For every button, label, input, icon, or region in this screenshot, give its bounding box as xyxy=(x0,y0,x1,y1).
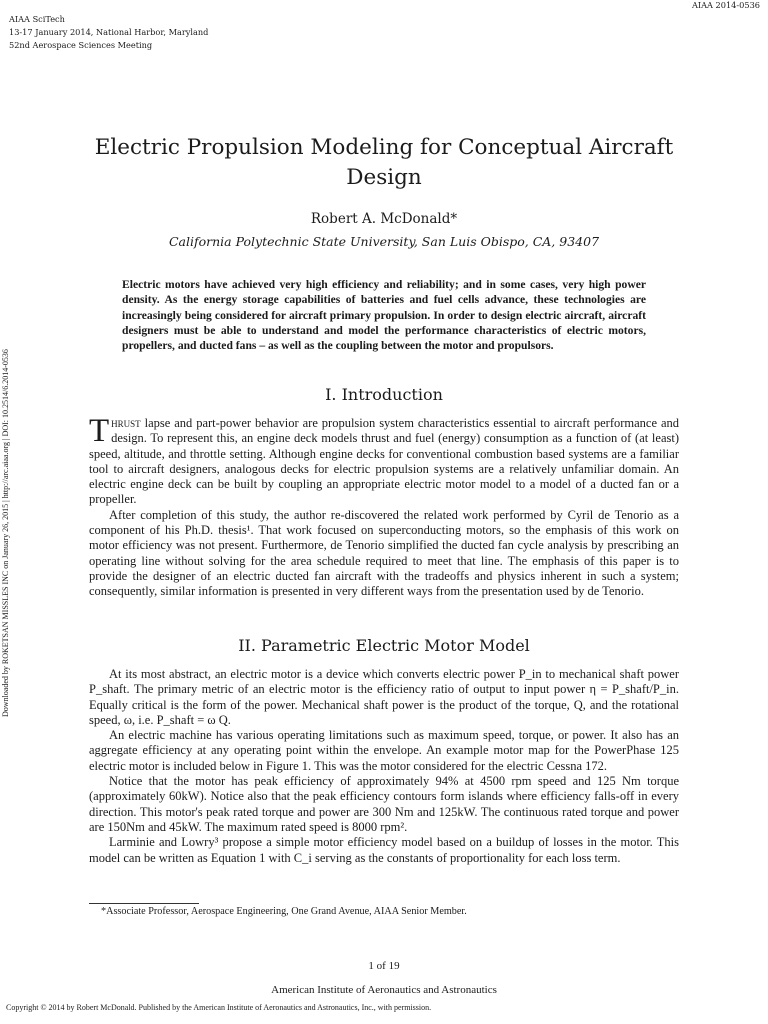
footnote: *Associate Professor, Aerospace Engineering, One Grand Avenue, AIAA Senior Member. xyxy=(101,906,467,917)
motor-paragraph-1: At its most abstract, an electric motor is a device which converts electric power P_in to mechanical shaft power P_shaft. The primary metric of an electric motor is the efficiency ratio of output to input power η = P_shaft/P_in. Equally critical is the form of the power. Mechanical shaft power is the product of the torque, Q, and the rotational speed, ω, i.e. P_shaft = ω Q. xyxy=(89,667,679,727)
intro-paragraph-1 xyxy=(89,413,679,508)
motor-paragraph-3: Notice that the motor has peak efficiency of approximately 94% at 4500 rpm speed and 125 Nm torque (approximately 60kW). Notice also that the peak efficiency contours form islands where efficiency falls-off in every direction. This motor's peak rated torque and power are 300 Nm and 125kW. The continuous rated torque and power are 150Nm and 45kW. The maximum rated speed is 8000 rpm². xyxy=(89,774,679,834)
paper-id: AIAA 2014-0536 xyxy=(691,0,760,10)
conference-dates: 13-17 January 2014, National Harbor, Maryland xyxy=(9,27,209,37)
introduction-body xyxy=(89,413,679,600)
drop-cap: T xyxy=(89,413,110,449)
conference-meeting: 52nd Aerospace Sciences Meeting xyxy=(9,40,153,50)
motor-model-body xyxy=(89,667,679,866)
paper-title: Electric Propulsion Modeling for Conceptual Aircraft Design xyxy=(94,135,674,190)
conference-name: AIAA SciTech xyxy=(9,14,65,24)
intro-smallcaps-word: hrust xyxy=(111,416,141,430)
motor-paragraph-4: Larminie and Lowry³ propose a simple motor efficiency model based on a buildup of losses in the motor. This model can be written as Equation 1 with C_i serving as the constants of proportionality for each loss term. xyxy=(89,835,679,865)
publisher-line: American Institute of Aeronautics and Astronautics xyxy=(271,984,497,996)
intro-paragraph-1-text: lapse and part-power behavior are propulsion system characteristics essential to aircraft performance and design. To represent this, an engine deck models thrust and fuel (energy) consumption as a function of (at least) speed, altitude, and throttle setting. Although engine decks for conventional combustion based systems are a familiar tool to aircraft designers, analogous decks for electric propulsion systems are a relatively unfamiliar domain. An electric engine deck can be built by coupling an appropriate electric motor model to a model of a ducted fan or a propeller. xyxy=(89,416,679,507)
section-heading-introduction: I. Introduction xyxy=(325,385,443,404)
author-affiliation: California Polytechnic State University, San Luis Obispo, CA, 93407 xyxy=(168,234,600,249)
section-heading-motor-model: II. Parametric Electric Motor Model xyxy=(238,636,530,655)
motor-paragraph-2: An electric machine has various operating limitations such as maximum speed, torque, or power. It also has an aggregate efficiency at any operating point within the envelope. An example motor map for the PowerPhase 125 electric motor is included below in Figure 1. This was the motor considered for the electric Cessna 172. xyxy=(89,728,679,773)
download-stamp: Downloaded by ROKETSAN MISSLES INC on January 26, 2015 | http://arc.aiaa.org | DOI: 10.2514/6.2014-0536 xyxy=(1,349,10,717)
intro-paragraph-2: After completion of this study, the author re-discovered the related work performed by Cyril de Tenorio as a component of his Ph.D. thesis¹. That work focused on superconducting motors, so the emphasis of this work on motor efficiency was not present. Furthermore, de Tenorio simplified the ducted fan cycle analysis by prescribing an operating line without solving for the area schedule required to meet that line. The emphasis of this paper is to provide the designer of an electric ducted fan aircraft with the tradeoffs and physics inherent in such a system; consequently, similar information is presented in very different ways from the presentation used by de Tenorio. xyxy=(89,507,679,599)
page-number: 1 of 19 xyxy=(368,960,400,972)
copyright-line: Copyright © 2014 by Robert McDonald. Published by the American Institute of Aeronautics and Astronautics, Inc., with permission. xyxy=(6,1003,432,1012)
abstract: Electric motors have achieved very high efficiency and reliability; and in some cases, very high power density. As the energy storage capabilities of batteries and fuel cells advance, these technologies are increasingly being considered for aircraft primary propulsion. In order to design electric aircraft, aircraft designers must be able to understand and model the performance characteristics of electric motors, propellers, and ducted fans – as well as the coupling between the motor and propulsors. xyxy=(122,278,646,353)
conference-info xyxy=(9,13,208,52)
footnote-rule xyxy=(89,903,199,904)
author-name: Robert A. McDonald* xyxy=(310,211,458,227)
